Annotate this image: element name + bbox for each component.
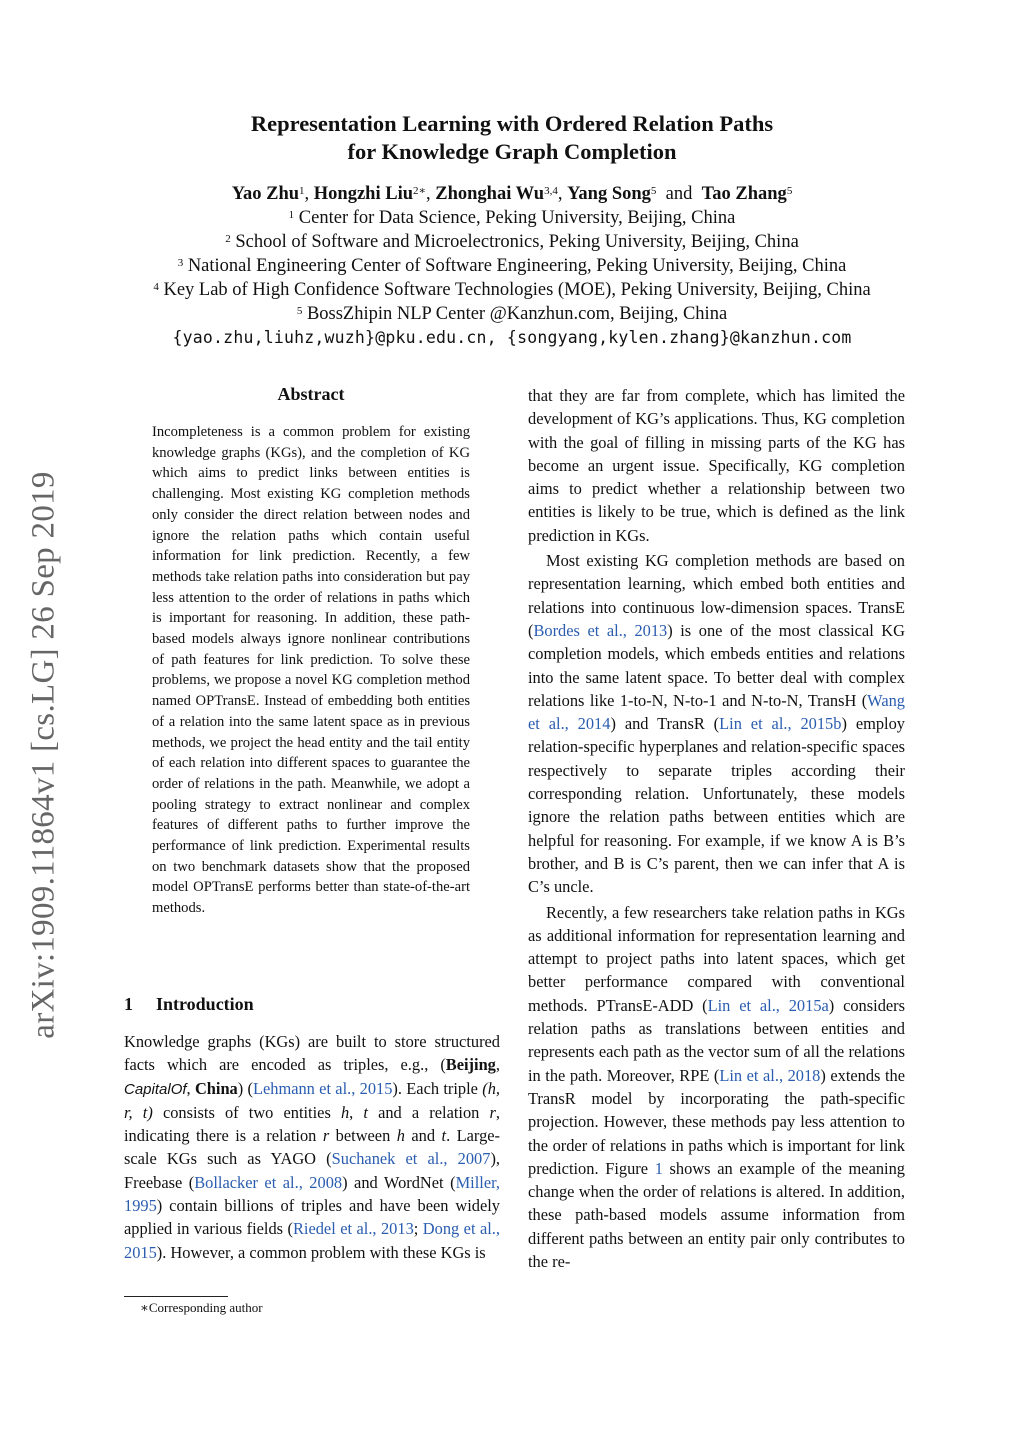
- paragraph: Recently, a few researchers take relation paths in KGs as additional information for representation learning and attempt to project paths into latent spaces, which get better performance compared with conventional methods. PTransE-ADD (Lin et al., 2015a) considers relation paths as translations between entities and represents each path as the vector sum of all the relations in the path. Moreover, RPE (Lin et al., 2018) extends the TransR model by incorporating the path-specific projection. However, these methods pay less attention to the order of relations in paths which is important for link prediction. Figure 1 shows an example of the meaning change when the order of relations is altered. In addition, these path-based models assume information from different paths between an entity pair only contributes to the re-: [528, 902, 905, 1271]
- affiliation-sup: 3: [177, 257, 184, 269]
- author-sup: 5: [650, 185, 657, 197]
- paragraph: Most existing KG completion methods are based on representation learning, which embed both entities and relations into continuous low-dimension spaces. TransE (Bordes et al., 2013) is one of the most classical KG completion models, which embeds entities and relations into the same latent space. To better deal with complex relations like 1-to-N, N-to-1 and N-to-N, TransH (Wang et al., 2014) and TransR (Lin et al., 2015b) employ relation-specific hyperplanes and relation-specific spaces respectively to separate triples according their corresponding relation. Unfortunately, these models ignore the relation paths between entities which are helpful for reasoning. For example, if we know A is B’s brother, and B is C’s parent, then we can infer that A is C’s uncle.: [528, 551, 905, 897]
- author-sup: 1: [299, 185, 305, 197]
- citation-link[interactable]: Miller, 1995: [124, 1172, 500, 1216]
- affiliation-sup: 1: [288, 209, 295, 221]
- affiliation-sup: 2: [225, 233, 231, 245]
- affiliation-text: Center for Data Science, Peking University, Beijing, China: [298, 208, 736, 228]
- author-names: Yao Zhu$^1$, Hongzhi Liu$^{2∗}$, Zhonghai Wu$^{3,4}$, Yang Song$^5$ and Tao Zhang$^5$: [231, 184, 793, 204]
- author-sup: 3,4: [544, 185, 558, 197]
- title-line-2: for Knowledge Graph Completion: [347, 139, 677, 164]
- affiliation: [0, 302, 1024, 326]
- author-name: Zhonghai Wu: [435, 184, 545, 204]
- affiliation-text: National Engineering Center of Software Engineering, Peking University, Beijing, China: [187, 256, 847, 276]
- citation-link[interactable]: Lin et al., 2015a: [707, 995, 829, 1015]
- citation-link[interactable]: Lin et al., 2018: [719, 1065, 821, 1085]
- affiliation-text: BossZhipin NLP Center @Kanzhun.com, Beijing, China: [306, 304, 728, 324]
- affiliation: [0, 206, 1024, 230]
- citation-link[interactable]: Lin et al., 2015b: [719, 714, 842, 734]
- citation-link[interactable]: Suchanek et al., 2007: [331, 1149, 491, 1169]
- author-sup: 5: [786, 185, 793, 197]
- author-sup: 2∗: [413, 185, 426, 197]
- section-heading: [124, 994, 254, 1015]
- citation-link[interactable]: Riedel et al., 2013: [292, 1219, 414, 1239]
- affiliation-sup: 5: [296, 305, 303, 317]
- abstract-text: Incompleteness is a common problem for existing knowledge graphs (KGs), and the completion of KG which aims to predict links between entities is challenging. Most existing KG completion methods only consider the direct relation between nodes and ignore the relation paths which contain useful information for link prediction. Recently, a few methods take relation paths into consideration but pay less attention to the order of relations in paths which is important for reasoning. In addition, these path-based models always ignore nonlinear contributions of path features for link prediction. To solve these problems, we propose a novel KG completion method named OPTransE. Instead of embedding both entities of a relation into the same latent space as in previous methods, we project the head entity and the tail entity of each relation into different spaces to guarantee the order of relations in the path. Meanwhile, we adopt a pooling strategy to extract nonlinear and complex features of different paths to further improve the performance of link prediction. Experimental results on two benchmark datasets show that the proposed model OPTransE performs better than state-of-the-art methods.: [152, 424, 470, 917]
- affiliation: [0, 278, 1024, 302]
- affiliation-text: School of Software and Microelectronics, Peking University, Beijing, China: [235, 232, 799, 252]
- abstract-heading: Abstract: [277, 384, 345, 404]
- section-number: 1: [124, 994, 133, 1014]
- citation-link[interactable]: Dong et al., 2015: [124, 1219, 500, 1262]
- figure-link[interactable]: 1: [654, 1158, 663, 1178]
- entity-china: China: [194, 1078, 238, 1098]
- email-addresses: {yao.zhu,liuhz,wuzh}@pku.edu.cn, {songyang,kylen.zhang}@kanzhun.com: [172, 328, 852, 347]
- footnote: ∗Corresponding author: [140, 1300, 263, 1315]
- paper-title: [0, 110, 1024, 166]
- affiliation: [0, 254, 1024, 278]
- citation-link[interactable]: Bollacker et al., 2008: [194, 1172, 343, 1192]
- author-name: Yang Song: [567, 184, 651, 204]
- relation-capitalof: CapitalOf: [124, 1080, 187, 1098]
- author-name: Tao Zhang: [701, 184, 787, 204]
- citation-link[interactable]: Lehmann et al., 2015: [252, 1078, 393, 1098]
- affiliation-text: Key Lab of High Confidence Software Technologies (MOE), Peking University, Beijing, China: [163, 280, 871, 300]
- paragraph: that they are far from complete, which has limited the development of KG’s applications. Thus, KG completion with the goal of filling in missing parts of the KG has become an urgent issue. Specifically, KG completion aims to predict whether a relationship between two entities is likely to be true, which is defined as the link prediction in KGs.: [528, 386, 905, 545]
- section-title: Introduction: [156, 994, 254, 1014]
- author-name: Hongzhi Liu: [313, 184, 414, 204]
- entity-beijing: Beijing: [445, 1055, 496, 1075]
- footnote-rule: [124, 1296, 228, 1297]
- intro-right-column: [528, 384, 905, 1273]
- arxiv-side-label: [14, 450, 74, 1060]
- citation-link[interactable]: Wang et al., 2014: [528, 690, 905, 734]
- affiliation-sup: 4: [153, 281, 159, 293]
- intro-paragraph: Knowledge graphs (KGs) are built to store structured facts which are encoded as triples, e.g., (Beijing, CapitalOf, China) (Lehmann et al., 2015). Each triple (h, r, t) consists of two entities h, t and a relation r, indicating there is a relation r between h and t. Large-scale KGs such as YAGO (Suchanek et al., 2007), Freebase (Bollacker et al., 2008) and WordNet (Miller, 1995) contain billions of triples and have been widely applied in various fields (Riedel et al., 2013; Dong et al., 2015). However, a common problem with these KGs is: [124, 1032, 501, 1262]
- affiliation: [0, 230, 1024, 254]
- intro-left-column: [124, 1030, 500, 1264]
- arxiv-id: arXiv:1909.11864v1 [cs.LG] 26 Sep 2019: [25, 471, 62, 1039]
- and-word: and: [665, 184, 693, 204]
- math-triple: (h, r, t): [124, 1078, 500, 1122]
- author-name: Yao Zhu: [231, 184, 300, 204]
- title-line-1: Representation Learning with Ordered Relation Paths: [250, 111, 774, 136]
- citation-link[interactable]: Bordes et al., 2013: [533, 620, 668, 640]
- author-block: [0, 182, 1024, 350]
